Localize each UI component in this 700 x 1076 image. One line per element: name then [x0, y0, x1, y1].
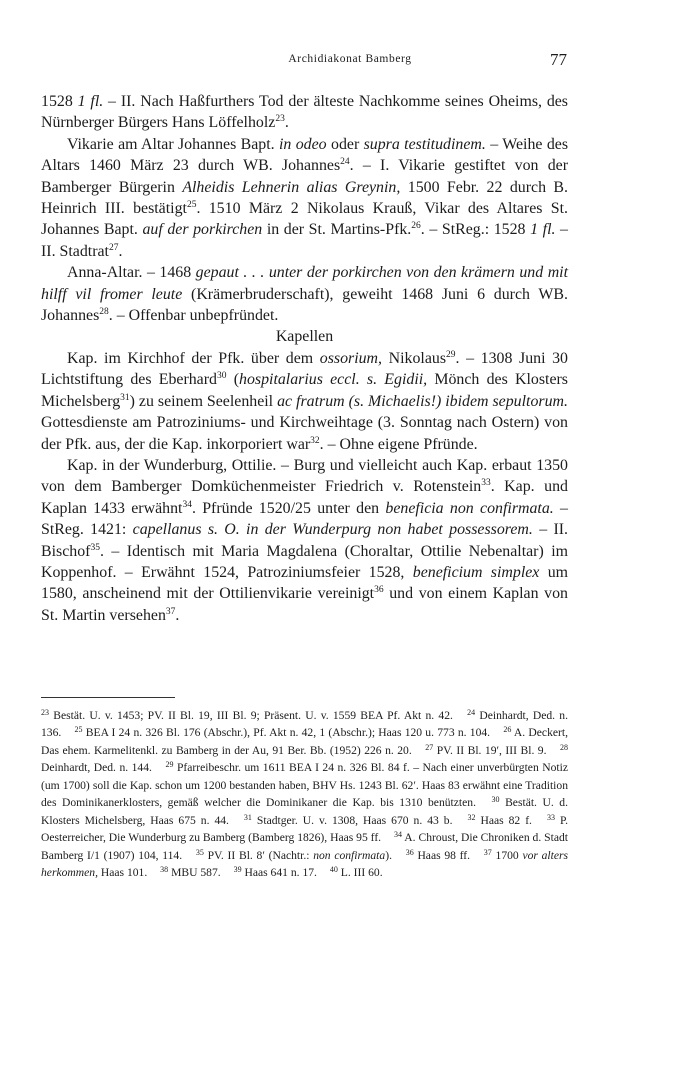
- text: Vikarie am Altar Johannes Bapt.: [67, 135, 279, 153]
- footnote-number: 36: [405, 847, 414, 857]
- text: und von einem Kaplan von St. Martin versehen: [41, 585, 568, 624]
- text: oder: [326, 135, 364, 153]
- paragraph-5: [41, 455, 568, 626]
- footnote-text: Deinhardt, Ded. n. 136.: [41, 709, 568, 740]
- italic-text: 1 fl.: [77, 93, 104, 110]
- footnote-ref: 33: [481, 478, 491, 489]
- footnote-number: 31: [243, 812, 252, 822]
- footnotes: [41, 707, 568, 882]
- italic-text: beneficium simplex: [412, 563, 540, 581]
- text: Anna-Altar. – 1468: [67, 264, 196, 282]
- footnote-35: [196, 849, 392, 862]
- footnote-text: Haas 101.: [97, 866, 148, 880]
- paragraph-2: [41, 134, 568, 262]
- text: um 1580, anscheinend mit der Ottilienvikarie vereinigt: [41, 563, 569, 603]
- italic-text: Alheidis Lehnerin alias Greynin,: [182, 178, 401, 196]
- footnote-text: Deinhardt, Ded. n. 144.: [41, 761, 152, 775]
- footnote-ref: 24: [340, 157, 350, 168]
- text: 1528: [41, 93, 78, 110]
- footnote-32: [467, 814, 531, 827]
- footnote-38: [160, 866, 221, 879]
- paragraph-3: [41, 262, 568, 326]
- section-heading: Kapellen: [275, 328, 334, 346]
- footnote-number: 25: [74, 725, 83, 735]
- footnote-number: 33: [546, 812, 555, 822]
- footnote-text: Haas 98 ff.: [417, 848, 471, 862]
- text: (Krämerbruderschaft), geweiht 1468 Juni 6 durch WB. Johannes: [41, 285, 568, 325]
- text: ) zu seinem Seelenheil: [129, 392, 278, 410]
- footnote-text: Bestät. U. v. 1453; PV. II Bl. 19, III Bl. 9; Präsent. U. v. 1559 BEA Pf. Akt n. 42.: [53, 709, 453, 722]
- footnote-text: Stadtger. U. v. 1308, Haas 670 n. 43 b.: [256, 813, 453, 827]
- footnote-number: 40: [329, 865, 338, 875]
- footnote-italic: vor alters herkommen,: [41, 848, 569, 880]
- footnote-ref: 31: [120, 392, 130, 403]
- footnote-39: [234, 866, 317, 879]
- text: . – I. Vikarie gestiftet von der Bamberger Bürgerin: [41, 157, 568, 196]
- text: 1500 Febr. 22 durch B. Heinrich III. bestätigt: [41, 178, 569, 218]
- footnote-text: A. Deckert, Das ehem. Karmelitenkl. zu Bamberg in der Au, 91 Ber. Bb. (1952) 226 n. 20.: [41, 726, 568, 757]
- footnote-number: 38: [160, 865, 169, 875]
- footnote-number: 26: [503, 725, 512, 735]
- text: . Kap. und Kaplan 1433 erwähnt: [41, 478, 568, 517]
- text: .: [175, 606, 180, 624]
- footnote-ref: 35: [90, 542, 100, 553]
- footnote-text: Haas 82 f.: [480, 813, 532, 827]
- running-title: Archidiakonat Bamberg: [288, 53, 412, 65]
- text: – II. Stadtrat: [41, 221, 568, 260]
- footnote-number: 32: [467, 812, 476, 822]
- text: .: [118, 242, 123, 260]
- text: . – 1308 Juni 30 Lichtstiftung des Eberhard: [41, 349, 568, 389]
- footnote-number: 34: [394, 830, 403, 840]
- footnote-number: 35: [195, 847, 204, 857]
- footnote-text: Bestät. U. d. Klosters Michelsberg, Haas 675 n. 44.: [41, 796, 568, 827]
- footnote-number: 24: [467, 708, 476, 717]
- footnote-text: PV. II Bl. 8′ (Nachtr.:: [207, 848, 314, 862]
- footnote-36: [406, 849, 470, 862]
- italic-text: 1 fl.: [530, 221, 556, 239]
- text: .: [284, 114, 289, 132]
- text: – II. Nach Haßfurthers Tod der älteste Nachkomme seines Oheims, des Nürnberger Bürgers Hans Löffelholz: [41, 93, 568, 132]
- text: . – Offenbar unbepfründet.: [108, 307, 279, 325]
- footnote-italic: non confirmata: [313, 848, 386, 862]
- footnote-text: PV. II Bl. 19′, III Bl. 9.: [436, 743, 547, 757]
- footnote-ref: 23: [275, 114, 285, 125]
- italic-text: gepaut . . . unter der porkirchen von den krämern und mit hilff vil fromer leute: [41, 264, 568, 303]
- text: – II. Bischof: [41, 521, 569, 560]
- footnote-text: ).: [385, 848, 392, 862]
- text: in der St. Martins-Pfk.: [262, 221, 412, 239]
- footnote-number: 39: [233, 865, 242, 875]
- footnote-text: A. Chroust, Die Chroniken d. Stadt Bamberg I/1 (1907) 104, 114.: [41, 831, 568, 862]
- text: . – Identisch mit Maria Magdalena (Choraltar, Ottilie Nebenaltar) im Koppenhof. – Erwähnt 1524, Patroziniumsfeier 1528,: [41, 542, 568, 581]
- text: Kap. in der Wunderburg, Ottilie. – Burg und vielleicht auch Kap. erbaut 1350 von dem Bamberger Domküchenmeister Friedrich v. Rotenstein: [41, 456, 568, 496]
- footnote-40: [330, 866, 383, 879]
- footnote-27: [425, 744, 546, 757]
- paragraph-1: [41, 91, 568, 134]
- footnote-ref: 26: [411, 221, 421, 232]
- footnote-text: Pfarreibeschr. um 1611 BEA I 24 n. 326 Bl. 84 f. – Nach einer unverbürgten Notiz (um 1700) soll die Kap. schon um 1200 bestanden haben, BHV Hs. 1243 Bl. 62′. Haas 83 erwähnt eine Tradition des Dominikanerklosters, gemäß welcher die Dominikaner die Kap. bis 1310 benützten.: [41, 761, 568, 810]
- italic-text: supra testitudinem.: [363, 135, 486, 153]
- footnote-text: L. III 60.: [340, 866, 383, 880]
- footnote-number: 29: [165, 760, 174, 770]
- text: . Pfründe 1520/25 unter den: [191, 499, 386, 517]
- text: (: [226, 371, 240, 389]
- italic-text: in odeo: [279, 135, 327, 153]
- footnote-text: 1700: [495, 848, 523, 862]
- footnote-25: [75, 726, 491, 739]
- text: Mönch des Klosters Michelsberg: [41, 371, 568, 410]
- text: . – Ohne eigene Pfründe.: [319, 435, 478, 453]
- footnote-ref: 29: [446, 349, 456, 360]
- italic-text: capellanus s. O. in der Wunderpurg non habet possessorem.: [132, 521, 533, 539]
- footnote-ref: 37: [165, 606, 176, 617]
- footnote-ref: 34: [182, 499, 192, 510]
- footnote-ref: 28: [99, 307, 109, 318]
- footnote-ref: 25: [186, 200, 197, 211]
- text: Gottesdienste am Patroziniums- und Kirchweihtage (3. Sonntag nach Ostern) von der Pfk. aus, der die Kap. inkorporiert war: [41, 414, 568, 453]
- italic-text: ossorium,: [319, 349, 383, 367]
- page-number: 77: [550, 50, 567, 69]
- text: . 1510 März 2 Nikolaus Krauß, Vikar des Altares St. Johannes Bapt.: [41, 200, 568, 239]
- text: . – StReg.: 1528: [420, 221, 531, 239]
- text: – Weihe des Altars 1460 März 23 durch WB. Johannes: [41, 135, 568, 175]
- footnote-number: 37: [483, 847, 492, 857]
- text: Kap. im Kirchhof der Pfk. über dem: [67, 349, 320, 367]
- main-text: [41, 91, 568, 626]
- footnote-text: BEA I 24 n. 326 Bl. 176 (Abschr.), Pf. Akt n. 42, 1 (Abschr.); Haas 120 u. 773 n. 104.: [85, 726, 491, 740]
- paragraph-4: [41, 348, 568, 455]
- running-head: [0, 50, 700, 72]
- footnote-rule: [41, 697, 175, 698]
- footnote-31: [244, 814, 453, 827]
- footnote-ref: 30: [216, 371, 227, 382]
- italic-text: auf der porkirchen: [142, 221, 263, 239]
- footnote-ref: 36: [374, 585, 384, 596]
- footnote-number: 30: [491, 795, 500, 805]
- footnote-23: [41, 709, 453, 722]
- italic-text: hospitalarius eccl. s. Egidii,: [239, 371, 428, 389]
- footnote-number: 23: [41, 708, 49, 717]
- footnote-ref: 32: [310, 435, 320, 446]
- footnote-number: 27: [425, 742, 434, 752]
- italic-text: beneficia non confirmata.: [385, 499, 554, 517]
- footnote-text: Haas 641 n. 17.: [244, 866, 317, 880]
- italic-text: ac fratrum (s. Michaelis!) ibidem sepultorum.: [277, 392, 568, 410]
- footnote-text: MBU 587.: [171, 866, 221, 880]
- footnote-number: 28: [560, 742, 568, 752]
- footnote-text: P. Oesterreicher, Die Wunderburg zu Bamberg (Bamberg 1826), Haas 95 ff.: [41, 813, 568, 845]
- text: Nikolaus: [382, 349, 446, 367]
- text: – StReg. 1421:: [41, 499, 569, 539]
- footnote-ref: 27: [108, 242, 119, 253]
